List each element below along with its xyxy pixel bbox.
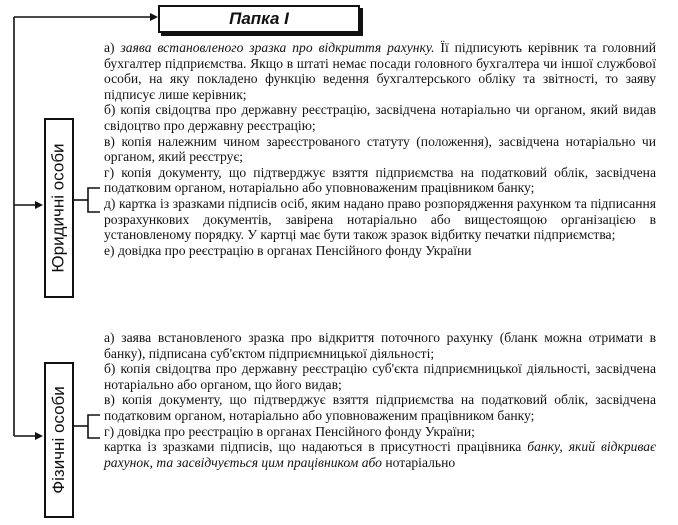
legal-arrow-icon xyxy=(35,201,43,209)
legal-entities-box xyxy=(44,118,74,298)
individual-item-b: б) копія свідоцтва про державну реєстрацію суб'єкта підприємницької діяльності, засвідчена нотаріально або органом, що його видав; xyxy=(104,361,656,392)
legal-item-g: г) копія документу, що підтверджує взяття підприємства на податковий облік, засвідчена податковим органом, нотаріально або уповноваженим працівником банку; xyxy=(104,164,656,196)
legal-entities-list xyxy=(104,40,656,258)
individual-item-g: г) довідка про реєстрацію в органах Пенсійного фонду України; xyxy=(104,423,475,439)
individual-item-a: а) заява встановленого зразка про відкриття поточного рахунку (бланк можна отримати в банку), підписана суб'єктом підприємницької діяльності; xyxy=(104,330,656,361)
natural-arrow-icon xyxy=(35,432,43,440)
legal-bracket xyxy=(88,188,100,212)
natural-bracket xyxy=(88,415,100,438)
legal-entities-label: Юридичні особи xyxy=(49,143,68,273)
individual-item-v: в) копія документу, що підтверджує взяття підприємства на податковий облік, засвідчена податковим органом, нотаріально або уповноваженим працівником банку; xyxy=(104,392,656,423)
individuals-list xyxy=(104,330,656,470)
folder-title: Папка І xyxy=(158,5,360,33)
legal-item-b: б) копія свідоцтва про державну реєстрацію, засвідчена нотаріально чи органом, який видав свідоцтво про державну реєстрацію; xyxy=(104,102,656,133)
title-arrow-icon xyxy=(150,13,158,21)
legal-item-d: д) картка із зразками підписів осіб, яким надано право розпорядження рахунком та підписання розрахункових документів, завірена нотаріально або вищестоящою організацією в установленому порядку. У картці має бути також зразок відбитку печатки підприємства; xyxy=(104,195,656,243)
individuals-box xyxy=(44,362,74,518)
legal-item-e: е) довідка про реєстрацію в органах Пенсійного фонду України xyxy=(104,242,472,258)
legal-item-v: в) копія належним чином зареєстрованого статуту (положення), засвідчена нотаріально чи органом, який реєструє; xyxy=(104,133,656,165)
individual-item-card: картка із зразками підписів, що надаються в присутності працівника банку, який відкриває рахунок, та засвідчується цим працівником або нотаріально xyxy=(104,439,656,470)
individuals-label: Фізичні особи xyxy=(49,386,69,494)
legal-item-a: а) заява встановленого зразка про відкриття рахунку. Її підписують керівник та головний бухгалтер підприємства. Якщо в штаті немає посади головного бухгалтера чи іншої службової особи, на яку покладено функцію ведення бухгалтерського обліку та звітності, то заяву підписує лише керівник; xyxy=(104,40,656,102)
